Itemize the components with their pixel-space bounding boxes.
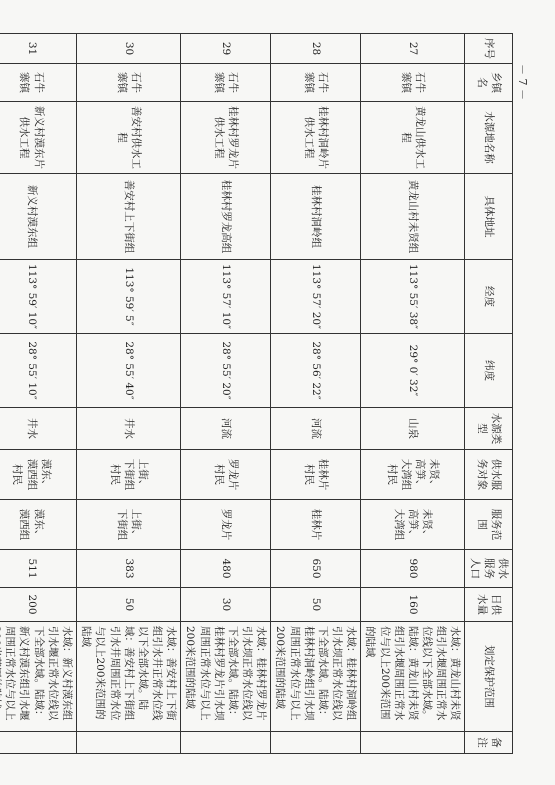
cell-source-name: 桂林村洞岭片供水工程 xyxy=(270,101,360,173)
table-row xyxy=(360,33,464,753)
rotated-table-wrapper xyxy=(3,33,513,753)
cell-service-object: 桂林片村民 xyxy=(270,449,360,499)
cell-address: 善安村上下街组 xyxy=(76,173,180,259)
cell-note xyxy=(76,731,180,753)
cell-protection-range: 水域：桂林村罗龙片引水坝正常水位线以下全部水域。陆域：桂林村罗龙片引水坝周围正常水位与以上200米范围的陆域 xyxy=(180,621,270,731)
cell-longitude: 113° 57′ 10″ xyxy=(180,259,270,333)
water-source-table xyxy=(0,33,513,754)
header-protection-range: 划定保护范围 xyxy=(464,621,512,731)
cell-source-type: 井水 xyxy=(0,407,76,449)
cell-daily-supply: 50 xyxy=(270,587,360,621)
cell-latitude: 28° 56′ 22″ xyxy=(270,333,360,407)
cell-source-name: 善安村供水工程 xyxy=(76,101,180,173)
cell-population: 480 xyxy=(180,549,270,587)
cell-service-area: 未贤、高笋、大湾组 xyxy=(360,499,464,549)
cell-source-type: 山泉 xyxy=(360,407,464,449)
cell-population: 980 xyxy=(360,549,464,587)
cell-population: 511 xyxy=(0,549,76,587)
cell-daily-supply: 30 xyxy=(180,587,270,621)
cell-seq: 30 xyxy=(76,33,180,63)
cell-service-object: 漠东、漠西组村民 xyxy=(0,449,76,499)
cell-service-area: 上街、下街组 xyxy=(76,499,180,549)
cell-protection-range: 水域：新义村漠东组引水堰正常水位线以下全部水域。陆域：新义村漠东组引水堰周围正常水位与以上 xyxy=(0,621,76,731)
header-address: 具体地址 xyxy=(464,173,512,259)
table-row xyxy=(180,33,270,753)
table-header-row xyxy=(464,33,512,753)
cell-source-type: 井水 xyxy=(76,407,180,449)
cell-note xyxy=(180,731,270,753)
header-service-object: 供水服务对象 xyxy=(464,449,512,499)
cell-seq: 29 xyxy=(180,33,270,63)
cell-town: 石牛寨镇 xyxy=(180,63,270,101)
cell-daily-supply: 50 xyxy=(76,587,180,621)
header-seq: 序号 xyxy=(464,33,512,63)
header-note: 备注 xyxy=(464,731,512,753)
cell-latitude: 28° 55′ 20″ xyxy=(180,333,270,407)
cell-seq: 27 xyxy=(360,33,464,63)
cell-note xyxy=(360,731,464,753)
cell-seq: 31 xyxy=(0,33,76,63)
cell-town: 石牛寨镇 xyxy=(76,63,180,101)
cell-source-name: 黄龙山供水工程 xyxy=(360,101,464,173)
cell-protection-range: 水域：桂林村洞岭组引水坝正常水位线以下全部水域。陆域：桂林村洞岭组引水坝周围正常水位与以上200米范围的陆域 xyxy=(270,621,360,731)
header-daily-supply: 日供水量 xyxy=(464,587,512,621)
cell-longitude: 113° 59′ 10″ xyxy=(0,259,76,333)
cell-address: 新义村漠东组 xyxy=(0,173,76,259)
table-row xyxy=(0,33,76,753)
cell-protection-range: 水域：善安村上下街组引水井正常水位线以下全部水域。陆域：善安村上下街组引水井周围正常水位与以上200米范围的陆域 xyxy=(76,621,180,731)
cell-protection-range: 水域：黄龙山村未贤组引水堰周围正常水位线以下全部水域。陆域：黄龙山村未贤组引水堰周围正常水位与以上200米范围的陆域 xyxy=(360,621,464,731)
table-row xyxy=(76,33,180,753)
cell-seq: 28 xyxy=(270,33,360,63)
cell-service-area: 罗龙片 xyxy=(180,499,270,549)
cell-town: 石牛寨镇 xyxy=(0,63,76,101)
cell-note xyxy=(0,731,76,753)
cell-note xyxy=(270,731,360,753)
cell-source-type: 河流 xyxy=(180,407,270,449)
header-town: 乡镇名 xyxy=(464,63,512,101)
page-number: － 7 － xyxy=(516,64,529,100)
table-row xyxy=(270,33,360,753)
cell-source-type: 河流 xyxy=(270,407,360,449)
cell-latitude: 28° 55′ 10″ xyxy=(0,333,76,407)
cell-service-object: 未贤、高笋、大湾组村民 xyxy=(360,449,464,499)
header-latitude: 纬度 xyxy=(464,333,512,407)
header-population: 供水服务人口 xyxy=(464,549,512,587)
cell-daily-supply: 160 xyxy=(360,587,464,621)
header-source-name: 水源地名称 xyxy=(464,101,512,173)
cell-address: 桂林村罗龙高组 xyxy=(180,173,270,259)
cell-longitude: 113° 55′ 38″ xyxy=(360,259,464,333)
cell-town: 石牛寨镇 xyxy=(270,63,360,101)
header-source-type: 水源类型 xyxy=(464,407,512,449)
cell-population: 650 xyxy=(270,549,360,587)
cell-town: 石牛寨镇 xyxy=(360,63,464,101)
cell-daily-supply: 200 xyxy=(0,587,76,621)
cell-population: 383 xyxy=(76,549,180,587)
cell-service-object: 上街、下街组村民 xyxy=(76,449,180,499)
cell-longitude: 113° 57′ 20″ xyxy=(270,259,360,333)
cell-address: 桂林村洞岭组 xyxy=(270,173,360,259)
cell-service-area: 桂林片 xyxy=(270,499,360,549)
header-service-area: 服务范围 xyxy=(464,499,512,549)
cell-address: 黄龙山村未贤组 xyxy=(360,173,464,259)
cell-latitude: 28° 55′ 40″ xyxy=(76,333,180,407)
cell-source-name: 桂林村罗龙片供水工程 xyxy=(180,101,270,173)
cell-source-name: 新义村漠东片供水工程 xyxy=(0,101,76,173)
cell-longitude: 113° 59′ 5″ xyxy=(76,259,180,333)
cell-latitude: 29° 0′ 32″ xyxy=(360,333,464,407)
cell-service-object: 罗龙片村民 xyxy=(180,449,270,499)
cell-service-area: 漠东、漠西组 xyxy=(0,499,76,549)
header-longitude: 经度 xyxy=(464,259,512,333)
